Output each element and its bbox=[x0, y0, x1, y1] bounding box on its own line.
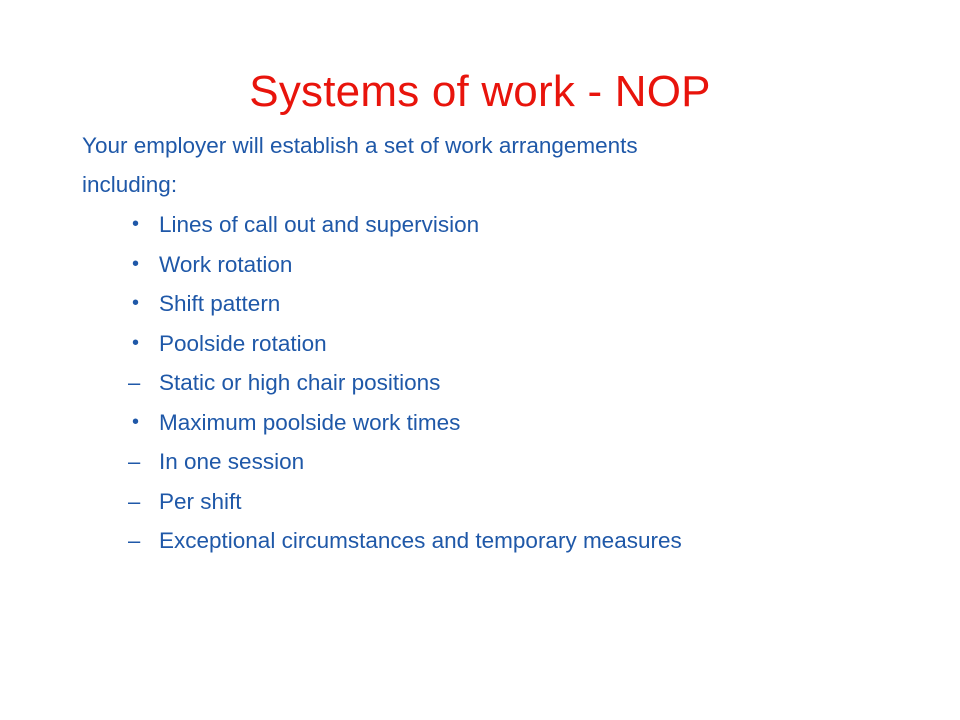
list-item bbox=[132, 284, 682, 324]
intro-line-2: including: bbox=[82, 172, 178, 197]
dash-marker: – bbox=[128, 488, 141, 514]
list-item bbox=[132, 245, 682, 285]
list-item bbox=[128, 521, 682, 561]
list-item-text: Per shift bbox=[159, 488, 242, 514]
list-item-text: Shift pattern bbox=[159, 291, 281, 316]
list-item bbox=[132, 205, 682, 245]
bullet-marker: • bbox=[132, 252, 140, 275]
intro-text bbox=[82, 126, 882, 204]
slide-title: Systems of work - NOP bbox=[249, 67, 711, 116]
bullet-marker: • bbox=[132, 213, 140, 235]
list-item bbox=[132, 324, 682, 364]
list-item-text: In one session bbox=[159, 449, 305, 474]
dash-marker: – bbox=[128, 370, 141, 395]
list-item-text: Poolside rotation bbox=[159, 330, 327, 356]
list-item-text: Work rotation bbox=[159, 251, 293, 277]
list-item-text: Maximum poolside work times bbox=[159, 409, 461, 435]
list-item bbox=[132, 403, 682, 443]
dash-marker: – bbox=[128, 528, 141, 553]
bullet-marker: • bbox=[132, 331, 140, 354]
bullet-marker: • bbox=[132, 410, 140, 433]
list-item-text: Exceptional circumstances and temporary measures bbox=[159, 528, 682, 553]
list-item bbox=[128, 442, 682, 482]
bullet-marker: • bbox=[132, 292, 140, 314]
dash-marker: – bbox=[128, 449, 141, 474]
list-item-text: Static or high chair positions bbox=[159, 370, 441, 395]
list-item bbox=[128, 482, 682, 522]
arrangements-list bbox=[128, 205, 682, 561]
list-item-text: Lines of call out and supervision bbox=[159, 212, 480, 237]
list-item bbox=[128, 363, 682, 403]
intro-line-1: Your employer will establish a set of work arrangements bbox=[82, 133, 638, 158]
